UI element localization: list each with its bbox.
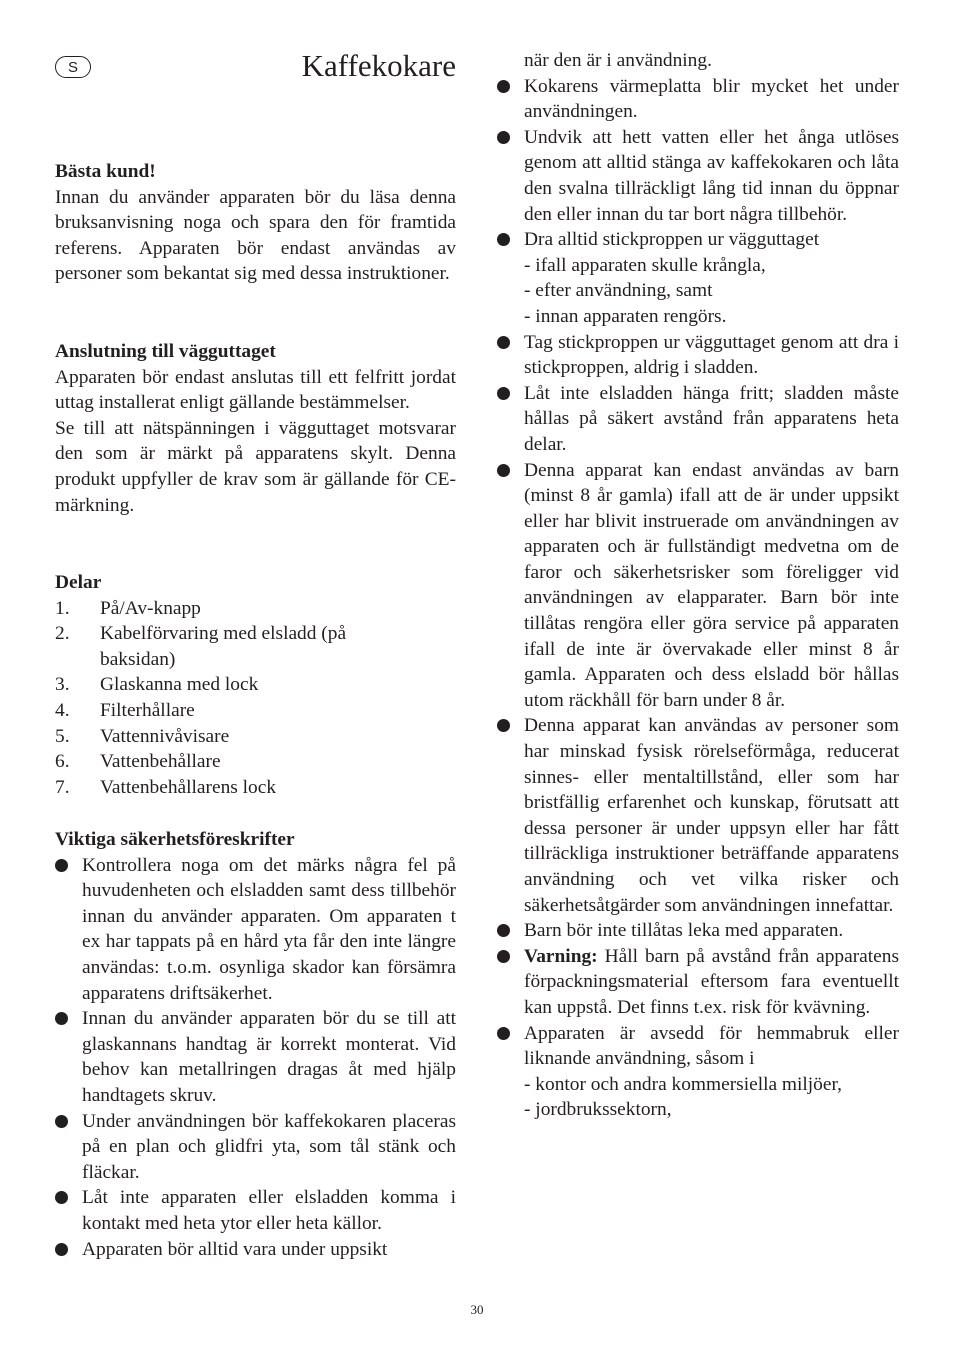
safety-list-right — [497, 74, 899, 1123]
parts-list-item — [55, 672, 383, 698]
warning-label: Varning: — [524, 945, 598, 967]
connection-section — [55, 339, 456, 518]
item-number: 7. — [55, 776, 70, 798]
item-number: 6. — [55, 751, 70, 773]
safety-item: Låt inte elsladden hänga fritt; sladden måste hållas på säkert avstånd från apparatens heta delar. — [497, 381, 899, 458]
page-number: 30 — [470, 1302, 484, 1317]
safety-item: Tag stickproppen ur vägguttaget genom att dra i stickproppen, aldrig i sladden. — [497, 330, 899, 381]
warning-text: Håll barn på avstånd från apparatens förpackningsmaterial eftersom fara eventuellt kan uppstå. Det finns t.ex. risk för kvävning. — [524, 945, 899, 1018]
bullet-icon — [55, 1191, 68, 1204]
safety-item-household: Apparaten är avsedd för hemmabruk eller liknande användning, såsom i - kontor och andra kommersiella miljöer, - jordbrukssektorn, — [497, 1021, 899, 1123]
bullet-icon — [55, 1012, 68, 1025]
item-number: 3. — [55, 674, 70, 696]
bullet-icon — [55, 1243, 68, 1256]
intro-heading: Bästa kund! — [55, 161, 156, 182]
language-badge: S — [55, 56, 91, 78]
parts-list-item — [55, 698, 383, 724]
connection-para-2: Se till att nätspänningen i vägguttaget motsvarar den som är märkt på apparatens skylt. Denna produkt uppfyller de krav som är gällande för CE-märkning. — [55, 417, 456, 516]
connection-heading: Anslutning till vägguttaget — [55, 341, 276, 362]
parts-list-item — [55, 749, 383, 775]
bullet-icon — [497, 1027, 510, 1040]
safety-item: Kontrollera noga om det märks några fel på huvudenheten och elsladden samt dess tillbehör innan du använder apparaten. Om apparaten t ex har tappats på en hård yta får den inte längre användas: t.o.m. osynliga skador kan försämra apparatens driftsäkerhet. — [55, 853, 456, 1007]
sublist-item: - efter användning, samt — [524, 280, 713, 302]
safety-item: Innan du använder apparaten bör du se till att glaskannans handtag är korrekt monterat. Vid behov kan metallringen dragas åt med hjälp handtagets skruv. — [55, 1006, 456, 1108]
safety-item: Denna apparat kan endast användas av barn (minst 8 år gamla) ifall att de är under uppsikt eller har blivit instruerade om användningen av apparaten och är fullständigt medvetna om de faror och säkerhetsrisker som föreligger vid användningen av elapparater. Barn bör inte tillåtas rengöra eller göra service på apparaten ifall de inte är övervakade eller minst 8 år gamla. Apparaten och dess elsladd bör hållas utom räckhåll för barn under 8 år. — [497, 458, 899, 714]
page-title: Kaffekokare — [301, 48, 456, 83]
safety-continuation: när den är i användning. — [524, 50, 712, 71]
bullet-icon — [497, 233, 510, 246]
parts-list-item — [55, 775, 383, 801]
intro-body: Innan du använder apparaten bör du läsa denna bruksanvisning noga och spara den för framtida referens. Apparaten bör endast användas av personer som bekantat sig med dessa instruktioner. — [55, 186, 456, 285]
item-label: På/Av-knapp — [100, 597, 201, 619]
item-label: Vattenbehållare — [100, 751, 221, 773]
safety-list-left — [55, 853, 456, 1263]
bullet-icon — [55, 859, 68, 872]
parts-heading: Delar — [55, 572, 102, 593]
safety-item: Kokarens värmeplatta blir mycket het under användningen. — [497, 74, 899, 125]
safety-item: Låt inte apparaten eller elsladden komma i kontakt med heta ytor eller heta källor. — [55, 1185, 456, 1236]
safety-item: Under användningen bör kaffekokaren placeras på en plan och glidfri yta, som tål stänk och fläckar. — [55, 1109, 456, 1186]
unplug-sublist — [524, 253, 899, 330]
item-label: Kabelförvaring med elsladd (på baksidan) — [100, 623, 347, 670]
item-label: Vattennivåvisare — [100, 725, 230, 747]
parts-list — [55, 596, 456, 801]
intro-section — [55, 159, 456, 287]
connection-para-1: Apparaten bör endast anslutas till ett felfritt jordat uttag installerat enligt gällande bestämmelser. — [55, 366, 456, 414]
parts-list-item — [55, 596, 383, 622]
safety-item: Barn bör inte tillåtas leka med apparaten. — [497, 918, 899, 944]
item-number: 5. — [55, 725, 70, 747]
safety-item: Undvik att hett vatten eller het ånga utlöses genom att alltid stänga av kaffekokaren och låta den svalna tillräckligt lång tid innan du öppnar den eller innan du tar bort några tillbehör. — [497, 125, 899, 227]
item-number: 1. — [55, 597, 70, 619]
bullet-icon — [497, 950, 510, 963]
parts-section — [55, 570, 456, 800]
bullet-icon — [497, 464, 510, 477]
bullet-icon — [497, 719, 510, 732]
parts-list-item — [55, 621, 383, 672]
bullet-icon — [497, 80, 510, 93]
bullet-icon — [497, 131, 510, 144]
bullet-icon — [55, 1115, 68, 1128]
right-column — [497, 48, 899, 1123]
bullet-icon — [497, 336, 510, 349]
parts-list-item — [55, 724, 383, 750]
sublist-item: - jordbrukssektorn, — [524, 1099, 672, 1121]
safety-section-left — [55, 827, 456, 1262]
item-number: 4. — [55, 699, 70, 721]
sublist-item: - kontor och andra kommersiella miljöer, — [524, 1073, 842, 1095]
safety-item-warning — [497, 944, 899, 1021]
safety-item: Apparaten bör alltid vara under uppsikt — [55, 1237, 456, 1263]
bullet-icon — [497, 924, 510, 937]
sublist-item: - ifall apparaten skulle krångla, — [524, 254, 766, 276]
item-label: Filterhållare — [100, 699, 195, 721]
safety-item: Denna apparat kan användas av personer som har minskad fysisk rörelseförmåga, reducerat sinnes- eller mentaltillstånd, eller som har bristfällig erfarenhet och kunskap, förutsatt att dessa personer är under uppsyn eller har fått tillräckliga instruktioner beträffande apparatens användning och vet vilka risker och säkerhetsåtgärder som användningen innefattar. — [497, 713, 899, 918]
item-label: Vattenbehållarens lock — [100, 776, 277, 798]
sublist-item: - innan apparaten rengörs. — [524, 305, 727, 327]
safety-item-unplug: Dra alltid stickproppen ur vägguttaget - ifall apparaten skulle krångla, - efter användning, samt - innan apparaten rengörs. — [497, 227, 899, 329]
item-number: 2. — [55, 623, 70, 645]
safety-heading: Viktiga säkerhetsföreskrifter — [55, 829, 295, 850]
bullet-icon — [497, 387, 510, 400]
household-sublist — [524, 1072, 899, 1123]
item-label: Glaskanna med lock — [100, 674, 259, 696]
